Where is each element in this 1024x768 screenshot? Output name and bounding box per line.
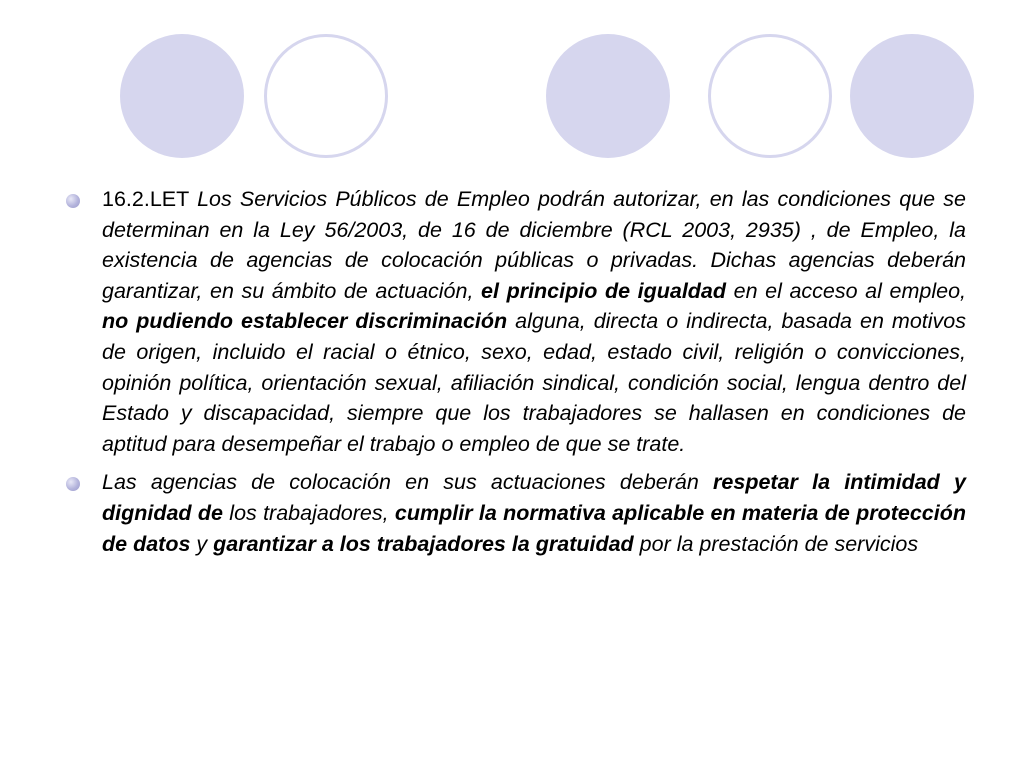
text-segment: y [190, 531, 214, 556]
decorative-circle-filled [850, 34, 974, 158]
text-segment: en el acceso al empleo, [726, 278, 966, 303]
decorative-circle-outline [264, 34, 388, 158]
decorative-circle-filled [120, 34, 244, 158]
emphasis-segment: cumplir la normativa aplicable en materia de protección de datos [102, 500, 967, 556]
emphasis-segment: no pudiendo establecer discriminación [102, 309, 508, 334]
bullet-text [102, 184, 966, 459]
bullet-item [66, 467, 966, 559]
bullet-dot-icon [66, 477, 80, 491]
text-segment: alguna, directa o indirecta, basada en motivos de origen, incluido el racial o étnico, sexo, edad, estado civil, religión o convicciones, opinión política, orientación sexual, afiliación sindical, condición social, lengua dentro del Estado y discapacidad, siempre que los trabajadores se hallasen en condiciones de aptitud para desempeñar el trabajo o empleo de que se trate. [102, 309, 966, 456]
emphasis-segment: el principio de igualdad [481, 278, 727, 303]
bullet-dot-icon [66, 194, 80, 208]
text-segment: por la prestación de servicios [633, 531, 919, 556]
text-segment: Los Servicios Públicos de Empleo podrán autorizar, en las condiciones que se determinan en la Ley 56/2003, de 16 de diciembre (RCL 2003, 2935) , de Empleo, la existencia de agencias de colocación públicas o privadas. Dichas agencias deberán garantizar, en su ámbito de actuación, [102, 187, 966, 303]
emphasis-segment: respetar la intimidad y dignidad de [102, 470, 966, 525]
decorative-circle-outline [708, 34, 832, 158]
bullet-item [66, 184, 966, 459]
text-segment: Las agencias de colocación en sus actuaciones deberán [102, 470, 714, 495]
text-segment: los trabajadores, [222, 500, 395, 525]
text-segment: 16.2.LET [102, 187, 198, 211]
decorative-circle-filled [546, 34, 670, 158]
decorative-circles [0, 0, 1024, 170]
bullet-text [102, 467, 966, 559]
bullet-list [66, 184, 966, 567]
emphasis-segment: garantizar a los trabajadores la gratuidad [213, 531, 634, 556]
